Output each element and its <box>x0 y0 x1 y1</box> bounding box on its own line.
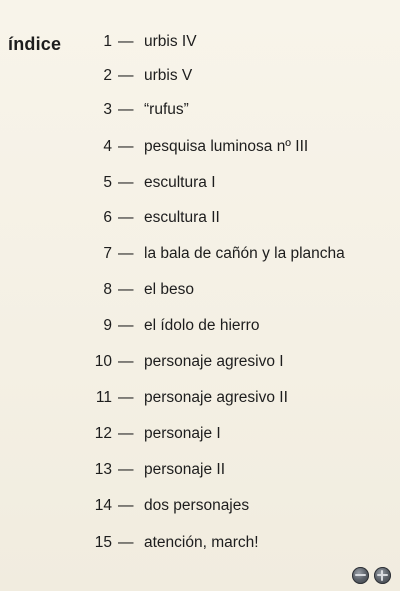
item-text: dos personajes <box>144 497 250 514</box>
item-dash: — <box>118 317 134 334</box>
item-number: 14 <box>94 497 112 514</box>
index-item-11 <box>0 386 288 410</box>
item-text: la bala de cañón y la plancha <box>144 245 345 262</box>
item-text: el beso <box>144 281 194 298</box>
item-dash: — <box>118 389 134 406</box>
item-number: 4 <box>103 138 112 155</box>
index-title: índice <box>8 34 62 54</box>
item-number: 5 <box>103 174 112 191</box>
item-dash: — <box>118 281 134 298</box>
item-dash: — <box>118 33 134 50</box>
index-item-15 <box>0 531 259 555</box>
item-text: personaje I <box>144 425 221 442</box>
item-text: personaje agresivo I <box>144 353 284 370</box>
globe-icon[interactable] <box>352 567 369 584</box>
item-text: escultura I <box>144 174 216 191</box>
item-text: escultura II <box>144 209 220 226</box>
item-dash: — <box>118 534 134 551</box>
index-item-13 <box>0 458 225 482</box>
item-number: 1 <box>103 33 112 50</box>
index-item-3 <box>0 98 189 122</box>
item-dash: — <box>118 138 134 155</box>
item-text: el ídolo de hierro <box>144 317 260 334</box>
index-item-1 <box>0 30 197 54</box>
item-number: 15 <box>94 534 112 551</box>
index-item-14 <box>0 494 249 518</box>
item-dash: — <box>118 353 134 370</box>
item-number: 2 <box>103 67 112 84</box>
item-number: 12 <box>94 425 112 442</box>
item-dash: — <box>118 497 134 514</box>
item-text: personaje agresivo II <box>144 389 288 406</box>
globe-grid-icon[interactable] <box>374 567 391 584</box>
index-item-6 <box>0 206 220 230</box>
index-item-12 <box>0 422 221 446</box>
item-number: 13 <box>94 461 112 478</box>
item-text: urbis V <box>144 67 193 84</box>
item-dash: — <box>118 67 134 84</box>
index-item-5 <box>0 171 216 195</box>
item-text: personaje II <box>144 461 225 478</box>
item-number: 3 <box>103 101 112 118</box>
item-number: 11 <box>95 389 112 406</box>
item-number: 6 <box>103 209 112 226</box>
item-dash: — <box>118 174 134 191</box>
badge-group <box>352 567 391 584</box>
item-text: atención, march! <box>144 534 259 551</box>
index-item-8 <box>0 278 194 302</box>
item-dash: — <box>118 101 134 118</box>
index-item-4 <box>0 135 308 159</box>
index-item-10 <box>0 350 284 374</box>
item-number: 10 <box>94 353 112 370</box>
index-item-7 <box>0 242 345 266</box>
index-item-2 <box>0 64 192 88</box>
item-number: 8 <box>103 281 112 298</box>
item-text: “rufus” <box>144 101 189 118</box>
item-number: 7 <box>103 245 112 262</box>
item-dash: — <box>118 209 134 226</box>
item-dash: — <box>118 461 134 478</box>
item-text: urbis IV <box>144 33 197 50</box>
item-number: 9 <box>103 317 112 334</box>
index-item-9 <box>0 314 259 338</box>
item-text: pesquisa luminosa nº III <box>144 138 309 155</box>
item-dash: — <box>118 245 134 262</box>
item-dash: — <box>118 425 134 442</box>
